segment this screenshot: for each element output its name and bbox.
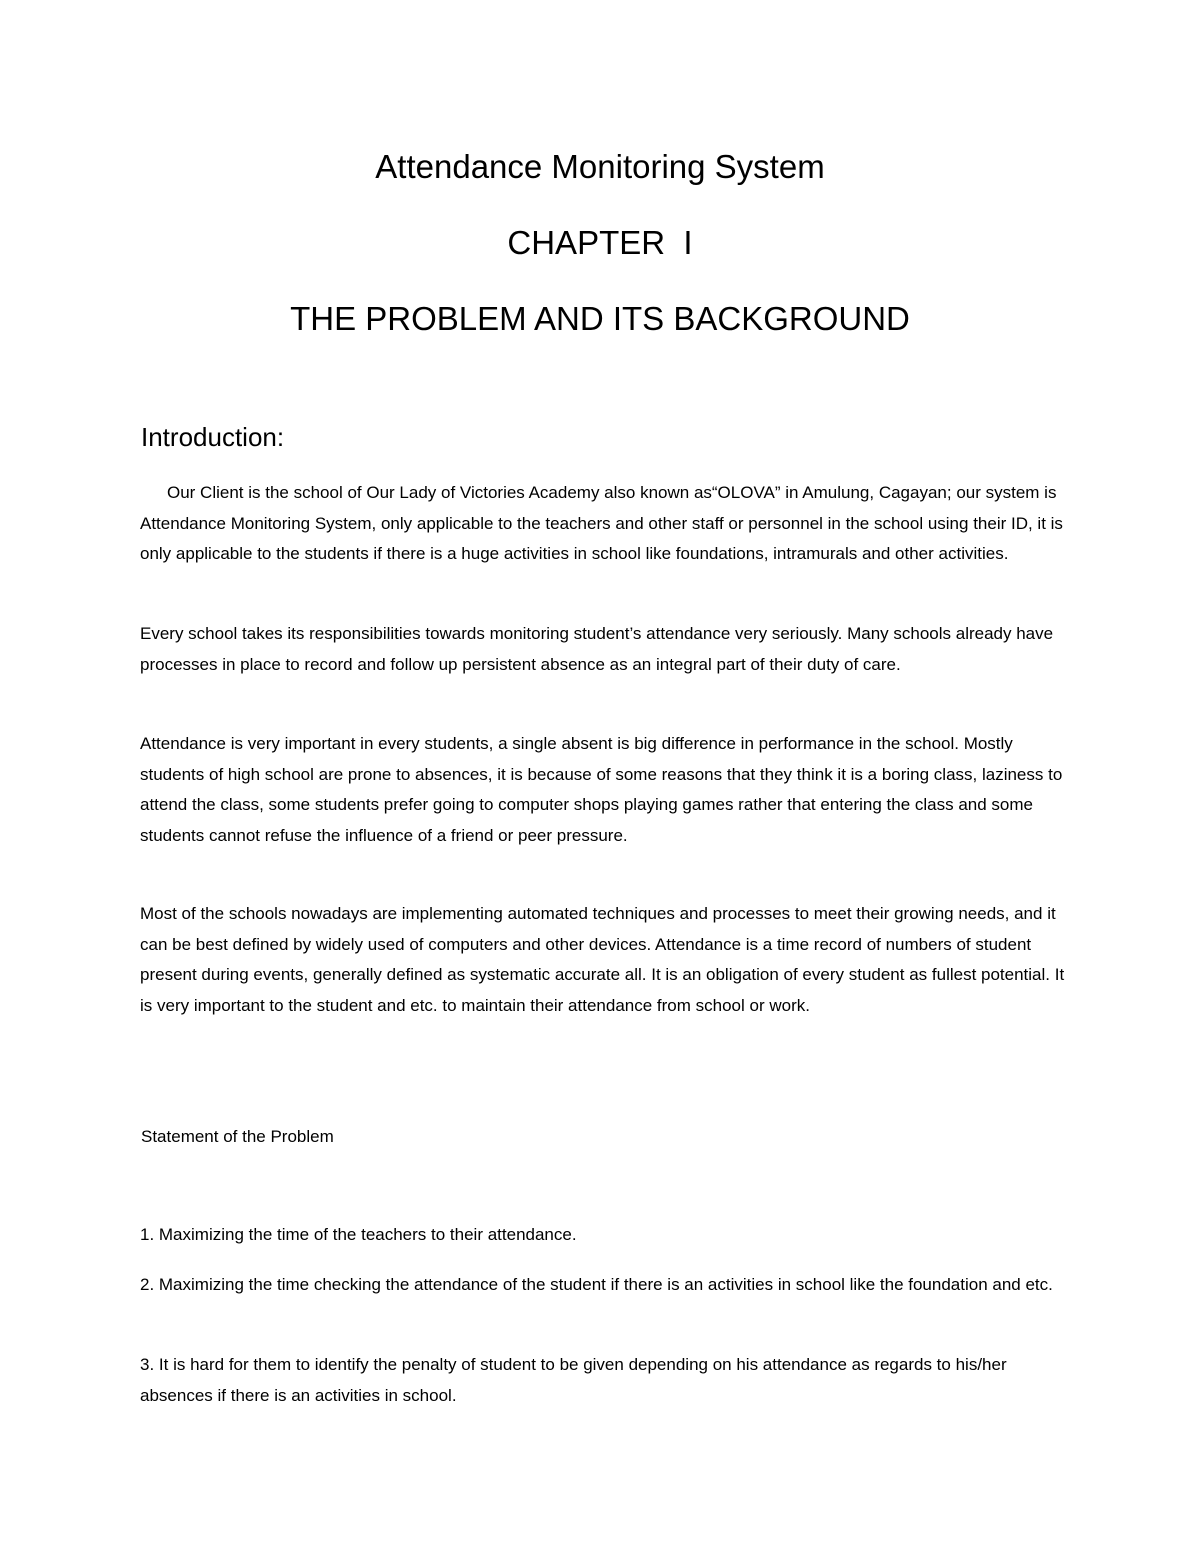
intro-paragraph-2: Every school takes its responsibilities towards monitoring student’s attendance very seriously. Many schools already have processes in place to record and follow up persistent absence as an integral part of their duty of care. [140,624,1054,674]
document-title: Attendance Monitoring System [375,148,825,185]
intro-paragraph-1: Our Client is the school of Our Lady of Victories Academy also known as“OLOVA” in Amulung, Cagayan; our system is Attendance Monitoring System, only applicable to the teachers and other staff or personnel in the school using their ID, it is only applicable to the students if there is a huge activities in school like foundations, intramurals and other activities. [140,483,1063,563]
chapter-number: CHAPTER I [507,224,693,261]
problem-item-2: 2. Maximizing the time checking the attendance of the student if there is an activities in school like the foundation and etc. [140,1275,1053,1294]
introduction-heading: Introduction: [141,422,285,452]
chapter-title: THE PROBLEM AND ITS BACKGROUND [290,300,910,337]
intro-paragraph-3: Attendance is very important in every students, a single absent is big difference in performance in the school. Mostly students of high school are prone to absences, it is because of some reasons that they think it is a boring class, laziness to attend the class, some students prefer going to computer shops playing games rather that entering the class and some students cannot refuse the influence of a friend or peer pressure. [140,734,1063,845]
problem-item-3: 3. It is hard for them to identify the penalty of student to be given depending on his attendance as regards to his/her absences if there is an activities in school. [140,1355,1007,1405]
intro-paragraph-4: Most of the schools nowadays are implementing automated techniques and processes to meet their growing needs, and it can be best defined by widely used of computers and other devices. Attendance is a time record of numbers of student present during events, generally defined as systematic accurate all. It is an obligation of every student as fullest potential. It is very important to the student and etc. to maintain their attendance from school or work. [140,904,1065,1015]
statement-of-problem-heading: Statement of the Problem [141,1127,334,1146]
problem-item-1: 1. Maximizing the time of the teachers to their attendance. [140,1225,577,1244]
